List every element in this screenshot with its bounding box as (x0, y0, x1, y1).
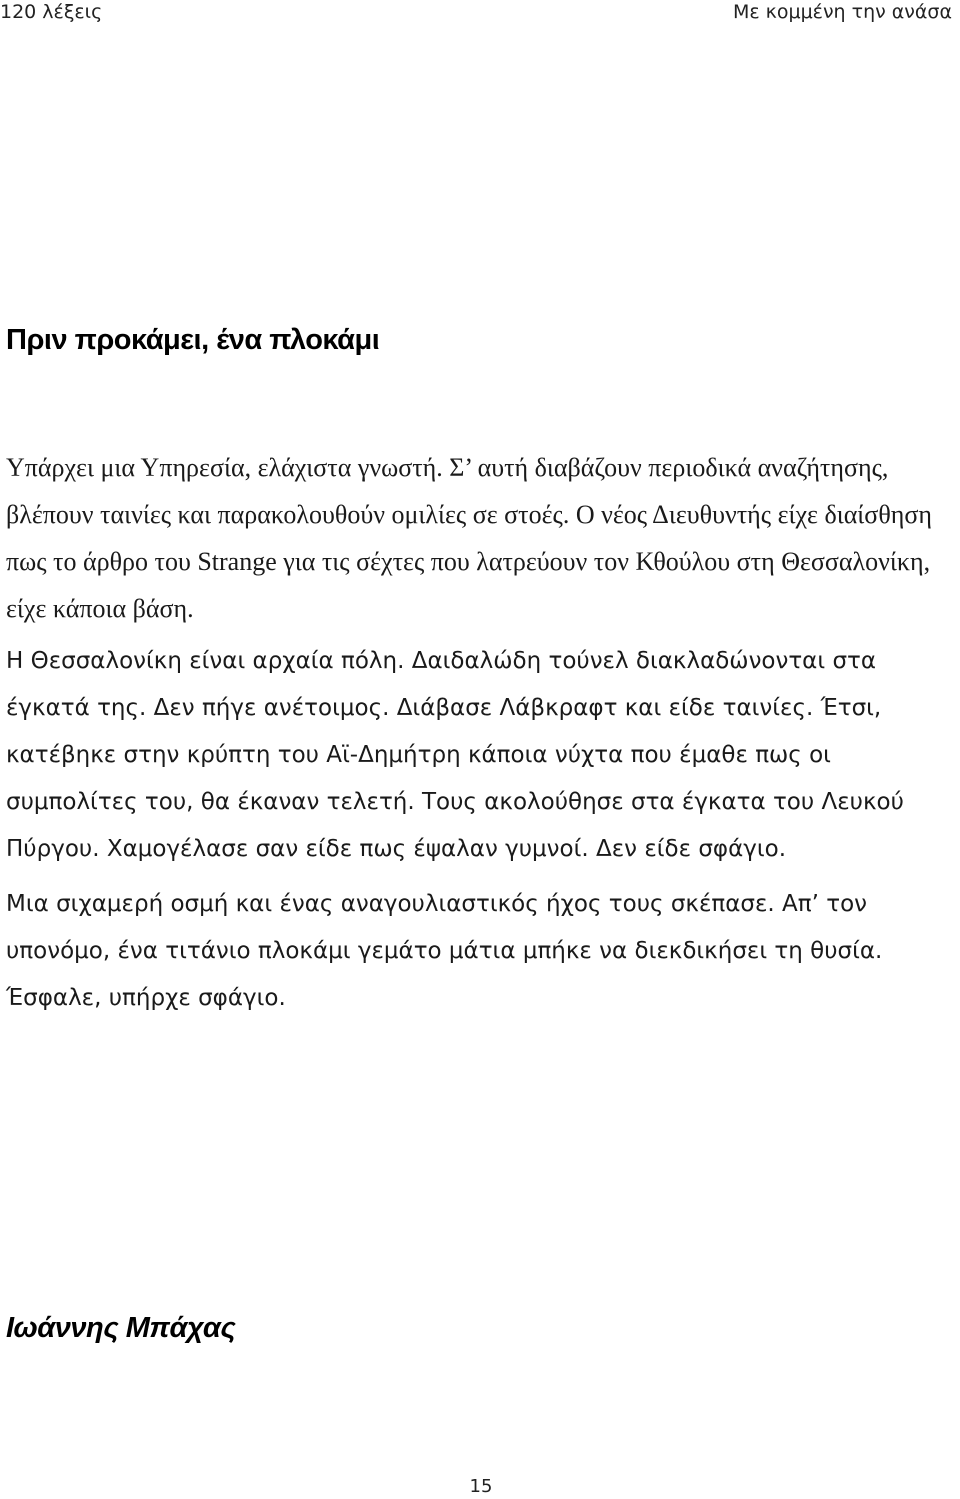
story-body (6, 444, 951, 1022)
page-number: 15 (469, 1476, 493, 1497)
paragraph-2: Η Θεσσαλονίκη είναι αρχαία πόλη. Δαιδαλώδη τούνελ διακλαδώνονται στα έγκατά της. Δεν πήγε ανέτοιμος. Διάβασε Λάβκραφτ και είδε ταινίες. Έτσι, κατέβηκε στην κρύπτη του Αϊ-Δημήτρη κάποια νύχτα που έμαθε πως οι συμπολίτες του, θα έκαναν τελετή. Τους ακολούθησε στα έγκατα του Λευκού Πύργου. Χαμογέλασε σαν είδε πως έψαλαν γυμνοί. Δεν είδε σφάγιο. (6, 648, 904, 862)
paragraph-1: Υπάρχει μια Υπηρεσία, ελάχιστα γνωστή. Σ’ αυτή διαβάζουν περιοδικά αναζήτησης, βλέπουν ταινίες και παρακολουθούν ομιλίες σε στοές. Ο νέος Διευθυντής είχε διαίσθηση πως το άρθρο του Strange για τις σέχτες που λατρεύουν τον Κθούλου στη Θεσσαλονίκη, είχε κάποια βάση. (6, 453, 932, 623)
story-title: Πριν προκάμει, ένα πλοκάμι (6, 324, 380, 356)
header-book-title: Με κομμένη την ανάσα (732, 1, 952, 23)
story-author: Ιωάννης Μπάχας (6, 1312, 236, 1344)
header-word-count: 120 λέξεις (0, 1, 103, 23)
paragraph-3: Μια σιχαμερή οσμή και ένας αναγουλιαστικός ήχος τους σκέπασε. Απ’ τον υπονόμο, ένα τιτάνιο πλοκάμι γεμάτο μάτια μπήκε να διεκδικήσει τη θυσία. Έσφαλε, υπήρχε σφάγιο. (6, 891, 883, 1011)
